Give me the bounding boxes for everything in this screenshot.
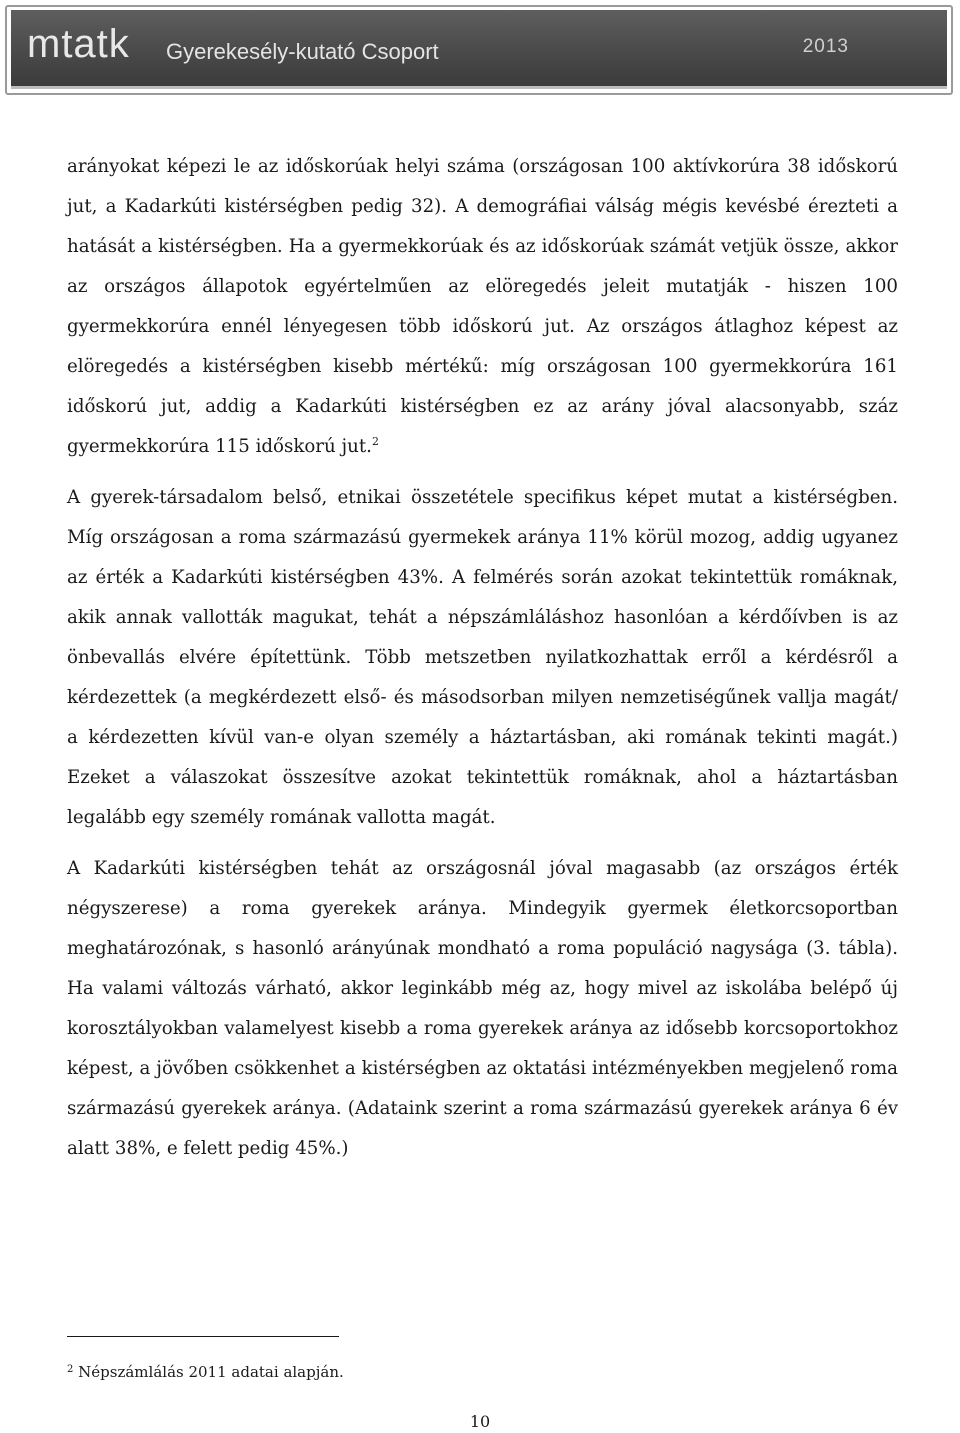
paragraph-3: A Kadarkúti kistérségben tehát az országosnál jóval magasabb (az országos érték négyszerese) a roma gyerekek aránya. Mindegyik gyermek életkorcsoportban meghatározónak, s hasonló arányúnak mondható a roma populáció nagysága (3. tábla). Ha valami változás várható, akkor leginkább még az, hogy mivel az iskolába belépő új korosztályokban valamelyest kisebb a roma gyerekek aránya az idősebb korcsoportokhoz képest, a jövőben csökkenhet a kistérségben az oktatási intézményekben megjelenő roma származású gyerekek aránya. (Adataink szerint a roma származású gyerekek aránya 6 év alatt 38%, e felett pedig 45%.) bbox=[67, 858, 898, 1159]
mtatk-logo: mtatk bbox=[27, 22, 130, 66]
paragraph-1 bbox=[67, 147, 898, 467]
main-text bbox=[67, 147, 898, 1169]
header-banner bbox=[11, 10, 947, 89]
page-number: 10 bbox=[469, 1412, 491, 1431]
page-header bbox=[5, 5, 953, 95]
footnote-reference: 2 bbox=[371, 435, 379, 448]
research-group-name: Gyerekesély-kutató Csoport bbox=[166, 39, 439, 64]
footnote bbox=[67, 1362, 344, 1382]
footnote-divider bbox=[67, 1336, 339, 1337]
paragraph-1-text: arányokat képezi le az időskorúak helyi száma (országosan 100 aktívkorúra 38 időskorú jut, a Kadarkúti kistérségben pedig 32). A demográfiai válság mégis kevésbé érezteti a hatását a kistérségben. Ha a gyermekkorúak és az időskorúak számát vetjük össze, akkor az országos állapotok egyértelműen az elöregedés jeleit mutatják - hiszen 100 gyermekkorúra ennél lényegesen több időskorú jut. Az országos átlaghoz képest az elöregedés a kistérségben kisebb mértékű: míg országosan 100 gyermekkorúra 161 időskorú jut, addig a Kadarkúti kistérségben ez az arány jóval alacsonyabb, száz gyermekkorúra 115 időskorú jut. bbox=[67, 156, 898, 457]
header-year: 2013 bbox=[802, 36, 849, 57]
footnote-text: Népszámlálás 2011 adatai alapján. bbox=[78, 1363, 344, 1381]
paragraph-2: A gyerek-társadalom belső, etnikai összetétele specifikus képet mutat a kistérségben. Míg országosan a roma származású gyermekek aránya 11% körül mozog, addig ugyanez az érték a Kadarkúti kistérségben 43%. A felmérés során azokat tekintettük romáknak, akik annak vallották magukat, tehát a népszámláláshoz hasonlóan a kérdőívben is az önbevallás elvére építettünk. Több metszetben nyilatkozhattak erről a kérdésről a kérdezettek (a megkérdezett első- és másodsorban milyen nemzetiségűnek vallja magát/ a kérdezetten kívül van-e olyan személy a háztartásban, aki romának tekinti magát.) Ezeket a válaszokat összesítve azokat tekintettük romáknak, ahol a háztartásban legalább egy személy romának vallotta magát. bbox=[67, 487, 898, 828]
footnote-number: 2 bbox=[67, 1364, 74, 1375]
